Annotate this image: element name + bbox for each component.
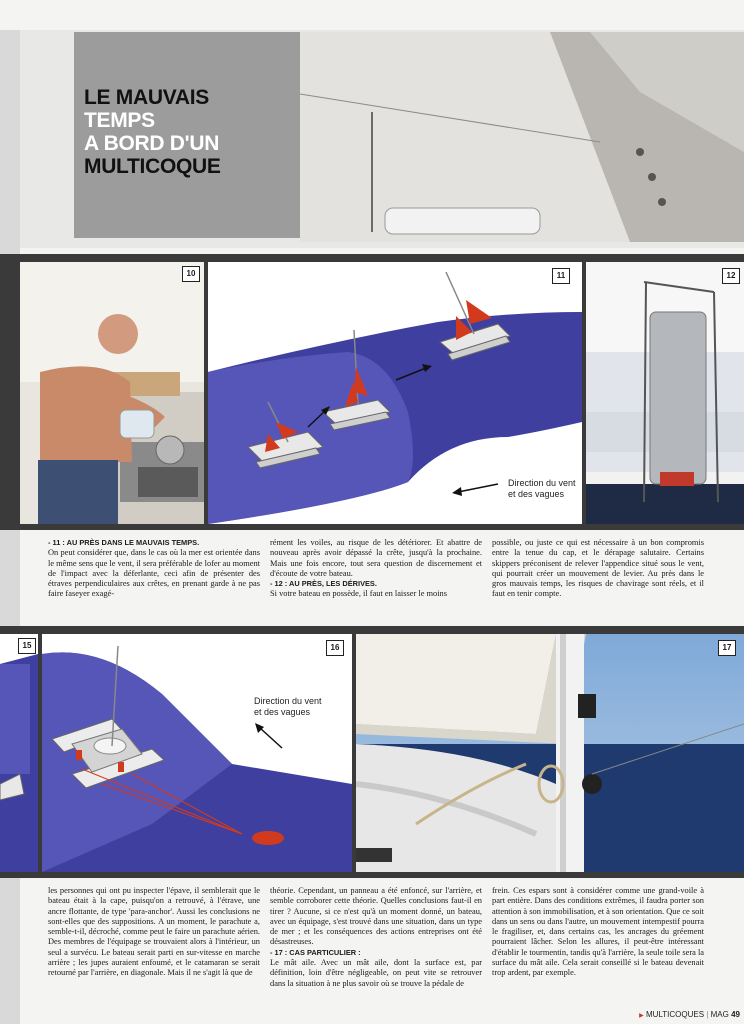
header-photo-illustration bbox=[300, 32, 744, 242]
figure-10-photo bbox=[20, 262, 204, 524]
article-column-6-paragraph: frein. Ces espars sont à considérer comme une grand-voile à part entière. Dans des conditions extrêmes, il faudra porter son attention à son immobilisation, et à son orientation. Que ce soit dans un sens ou dans l'autre, un mouvement intempestif pourra le fragiliser, et, dans certains cas, les ancrages du gréement pourraient lâcher. Selon les allures, il peut-être intéressant d'établir le tourmentin, tandis qu'à l'arrière, la seule toile sera la surface du mât aile. Cela serait conseillé si le bateau devenait trop ardent, par exemple. bbox=[492, 886, 704, 978]
article-column-1 bbox=[48, 538, 260, 600]
article-title bbox=[84, 86, 294, 178]
article-column-1-paragraph bbox=[48, 538, 260, 600]
figure-16-diagram bbox=[42, 634, 352, 872]
figure-16-number: 16 bbox=[326, 640, 344, 656]
figure-17-photo bbox=[356, 634, 744, 872]
column-5-text-a: théorie. Cependant, un panneau a été enfoncé, sur l'arrière, et semble corroborer cette théorie. Quelles conclusions faut-il en tirer ? Aucune, si ce n'est qu'à un moment donné, un bateau, avec un équipage, s'est trouvé dans une situation, dans un type de mer ; et les conséquences des actions entreprises ont été désastreuses. bbox=[270, 886, 482, 947]
figure-12-illustration bbox=[586, 262, 744, 524]
figure-10-illustration bbox=[20, 262, 204, 524]
figure-16-wind-label bbox=[254, 696, 322, 718]
figure-11-diagram bbox=[208, 262, 582, 524]
figure-15-number: 15 bbox=[18, 638, 36, 654]
footer-section: MAG bbox=[710, 1010, 729, 1019]
column-5-text-b: Le mât aile. Avec un mât aile, dont la surface est, par définition, loin d'être négligeable, on peut vite se retrouver dans la situation à ne plus savoir où se trouve la pédale de bbox=[270, 958, 482, 988]
article-column-2 bbox=[270, 538, 482, 600]
figure-11-wind-label bbox=[508, 478, 576, 500]
subheading-17: - 17 : CAS PARTICULIER : bbox=[270, 947, 361, 957]
figure-12-number: 12 bbox=[722, 268, 740, 284]
figure-16-wind-label-line1: Direction du vent bbox=[254, 696, 322, 706]
article-column-6 bbox=[492, 886, 704, 979]
article-column-3-paragraph: possible, ou juste ce qui est nécessaire à un bon compromis entre la tenue du cap, et le dérapage salutaire. Certains skippers préconisent de relever l'appendice situé sous le vent, qui pourrait créer un mouvement de levier. Au près dans le gros mauvais temps, les risques de chavirage sont réels, et il faut en tenir compte. bbox=[492, 538, 704, 599]
article-column-3 bbox=[492, 538, 704, 600]
title-line-3: A BORD D'UN bbox=[84, 132, 220, 155]
figure-15-diagram bbox=[0, 634, 38, 872]
article-column-4 bbox=[48, 886, 260, 979]
column-1-text: On peut considérer que, dans le cas où la mer est orientée dans le même sens que le vent, il sera préférable de lofer au moment de l'impact avec la déferlante, ceci afin de présenter des étraves perpendiculaires aux crêtes, en prenant garde à ne pas faire faseyer exagé- bbox=[48, 548, 260, 599]
page-footer: ▶ MULTICOQUES | MAG 49 bbox=[639, 1010, 740, 1019]
triangle-icon: ▶ bbox=[639, 1013, 644, 1019]
header-photo bbox=[300, 32, 744, 242]
article-column-5 bbox=[270, 886, 482, 989]
figure-15-illustration bbox=[0, 634, 38, 872]
figure-16-illustration bbox=[42, 634, 352, 872]
article-column-5-paragraph bbox=[270, 886, 482, 989]
figure-11-wind-label-line2: et des vagues bbox=[508, 489, 565, 499]
figure-17-illustration bbox=[356, 634, 744, 872]
figure-11-wind-label-line1: Direction du vent bbox=[508, 478, 576, 488]
footer-page-number: 49 bbox=[731, 1010, 740, 1019]
subheading-12: - 12 : AU PRÈS, LES DÉRIVES. bbox=[270, 579, 377, 589]
title-line-4: MULTICOQUE bbox=[84, 155, 221, 178]
title-line-2: TEMPS bbox=[84, 109, 155, 132]
column-2-text-a: rément les voiles, au risque de les détériorer. Et abattre de nouveau après avoir dépassé la crête, jusqu'à la prochaine. Mais une fois encore, tout sera question de discernement et d'écoute de votre bateau. bbox=[270, 538, 482, 578]
article-column-4-paragraph: les personnes qui ont pu inspecter l'épave, il semblerait que le bateau était à la cape, puisqu'on a retrouvé, à l'étrave, une ancre flottante, de type 'para-anchor'. Aussi les conclusions ne sont-elles que des suppositions. A un moment, le parachute a, semble-t-il, décroché, comme peut le faire un parachute aérien. Des membres de l'équipage se trouvaient alors à l'intérieur, un seul a survécu. Le bateau serait parti en sur-vitesse en marche arrière ; les jupes auraient enfoumé, et le catamaran se serait retourné par l'arrière, en diagonale. Mais il ne s'agit là que de bbox=[48, 886, 260, 978]
figure-10-number: 10 bbox=[182, 266, 200, 282]
subheading-11: - 11 : AU PRÈS DANS LE MAUVAIS TEMPS. bbox=[48, 538, 200, 547]
figure-11-number: 11 bbox=[552, 268, 570, 284]
footer-magazine: MULTICOQUES bbox=[646, 1010, 705, 1019]
figure-17-number: 17 bbox=[718, 640, 736, 656]
column-2-text-b: Si votre bateau en possède, il faut en laisser le moins bbox=[270, 589, 447, 599]
title-line-1: LE MAUVAIS bbox=[84, 86, 209, 109]
figure-16-wind-label-line2: et des vagues bbox=[254, 707, 311, 717]
figure-12-photo bbox=[586, 262, 744, 524]
article-column-2-paragraph bbox=[270, 538, 482, 600]
